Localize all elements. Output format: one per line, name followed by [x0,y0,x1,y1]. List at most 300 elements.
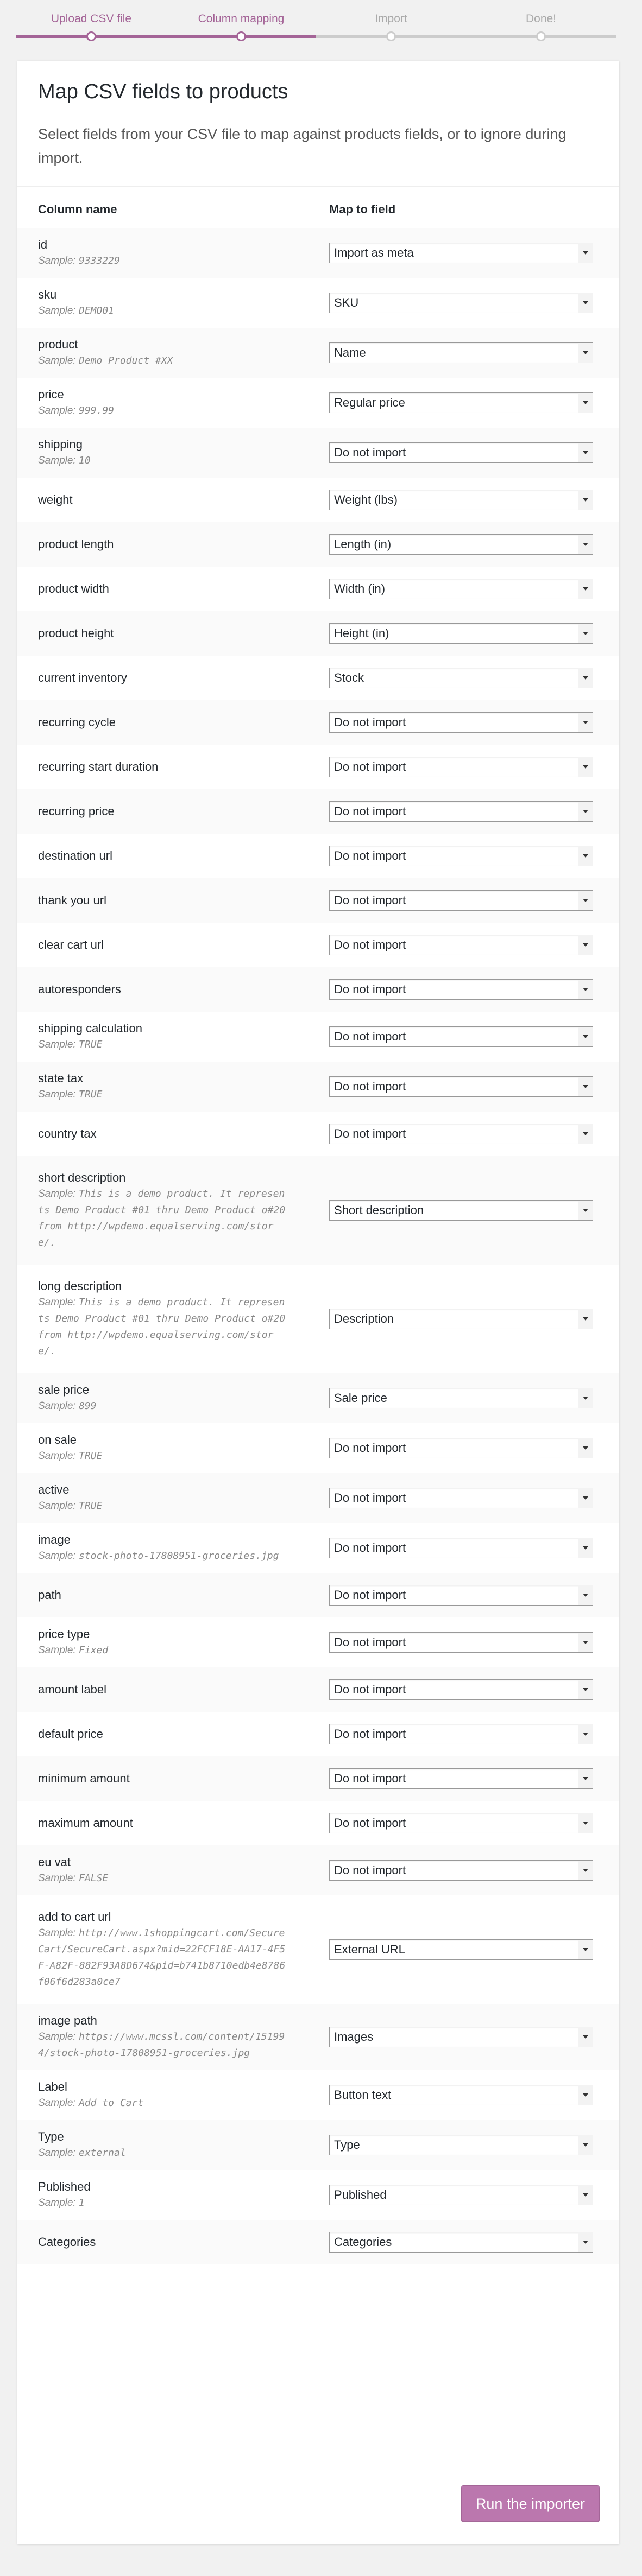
map-field-select[interactable] [329,490,593,510]
mapping-rows [17,228,619,2264]
map-field-cell [309,967,619,1012]
column-name: on sale [38,1433,77,1446]
map-field-cell [309,2004,619,2070]
column-name-cell [17,328,309,378]
step-label: Column mapping [198,12,285,25]
map-field-select[interactable] [329,2085,593,2105]
map-field-select[interactable] [329,890,593,911]
select-value: Width (in) [334,582,386,595]
sample-prefix: Sample: [38,1645,76,1656]
column-name-cell [17,478,309,522]
column-name: recurring cycle [38,715,116,729]
column-name: autoresponders [38,982,121,996]
table-row [17,478,619,522]
map-field-cell [309,1667,619,1712]
map-field-cell [309,656,619,700]
intro-text: Select fields from your CSV file to map against products fields, or to ignore during import. [38,126,567,166]
table-row [17,1012,619,1062]
column-name: country tax [38,1127,97,1140]
column-name: short description [38,1171,126,1184]
column-name-cell [17,2004,309,2070]
table-row [17,967,619,1012]
column-name-cell [17,967,309,1012]
map-field-cell [309,278,619,328]
chevron-down-icon [578,980,593,999]
column-name-cell [17,834,309,878]
column-name: add to cart url [38,1910,111,1924]
column-name: Label [38,2080,67,2093]
select-value: Do not import [334,1491,406,1505]
table-row [17,522,619,567]
map-field-cell [309,1156,619,1265]
map-field-cell [309,611,619,656]
chevron-down-icon [578,1438,593,1458]
column-name: maximum amount [38,1816,133,1830]
map-field-select[interactable] [329,442,593,463]
sample-value: 999.99 [78,405,115,416]
sample-value: Fixed [78,1645,109,1656]
sample-prefix: Sample: [38,1550,76,1562]
map-field-select[interactable] [329,2027,593,2047]
chevron-down-icon [578,846,593,866]
select-value: External URL [334,1943,405,1956]
chevron-down-icon [578,1861,593,1880]
map-field-select[interactable] [329,342,593,363]
sample-value: Add to Cart [78,2097,144,2109]
column-name-cell [17,1156,309,1265]
page-title: Map CSV fields to products [38,80,288,103]
table-row [17,1423,619,1473]
chevron-down-icon [578,1538,593,1558]
map-field-cell [309,2220,619,2264]
chevron-down-icon [578,624,593,643]
column-name: destination url [38,849,112,862]
column-sample [38,1642,288,1659]
column-name: price [38,388,64,401]
table-row [17,1473,619,1523]
sample-prefix: Sample: [38,1400,76,1412]
sample-prefix: Sample: [38,2147,76,2159]
chevron-down-icon [578,343,593,363]
select-value: Do not import [334,1683,406,1696]
map-field-select[interactable] [329,1538,593,1558]
column-name: product [38,338,78,351]
column-sample [38,353,288,369]
chevron-down-icon [578,668,593,688]
chevron-down-icon [578,1769,593,1788]
sample-value: external [78,2147,126,2159]
chevron-down-icon [578,1201,593,1220]
column-sample [38,2145,288,2161]
table-row [17,1373,619,1423]
column-sample [38,1037,288,1053]
chevron-down-icon [578,1585,593,1605]
chevron-down-icon [578,2135,593,2155]
map-field-cell [309,567,619,611]
map-field-select[interactable] [329,1200,593,1221]
map-field-cell [309,522,619,567]
column-sample [38,1295,288,1360]
map-field-select[interactable] [329,801,593,822]
table-row [17,278,619,328]
select-value: Height (in) [334,626,389,640]
sample-prefix: Sample: [38,1450,76,1462]
sample-value: This is a demo product. It represents Demo Product #01 thru Demo Product o#20 from http://wpdemo.equalserving.com/store/. [38,1297,286,1357]
map-field-select[interactable] [329,392,593,413]
map-field-select[interactable] [329,1585,593,1606]
chevron-down-icon [578,1633,593,1652]
column-name-cell [17,611,309,656]
map-field-select[interactable] [329,1813,593,1833]
column-name-cell [17,2070,309,2120]
sample-value: DEMO01 [78,305,115,316]
column-name: recurring start duration [38,760,159,773]
map-field-select[interactable] [329,1124,593,1144]
column-name-cell [17,878,309,923]
map-field-cell [309,878,619,923]
sample-prefix: Sample: [38,455,76,466]
column-name-header: Column name [38,202,117,216]
select-value: Do not import [334,446,406,459]
map-to-field-header: Map to field [329,202,396,216]
chevron-down-icon [578,2185,593,2205]
chevron-down-icon [578,1077,593,1096]
table-row [17,878,619,923]
table-row [17,1112,619,1156]
map-field-cell [309,700,619,745]
table-row [17,228,619,278]
column-sample [38,1448,288,1464]
table-row [17,2004,619,2070]
sample-value: TRUE [78,1039,103,1050]
progress-steps [16,0,626,60]
map-field-select[interactable] [329,293,593,313]
table-row [17,923,619,967]
column-name-cell [17,1573,309,1617]
column-name-cell [17,1012,309,1062]
select-value: Sale price [334,1391,387,1405]
select-value: Do not import [334,982,406,996]
column-name-cell [17,278,309,328]
column-name: id [38,238,48,251]
column-sample [38,253,288,269]
select-value: Do not import [334,1030,406,1043]
step-label: Done! [525,12,557,25]
select-value: Type [334,2138,360,2152]
select-value: Images [334,2030,374,2044]
table-row [17,1062,619,1112]
sample-prefix: Sample: [38,2197,76,2209]
column-name-cell [17,1112,309,1156]
table-row [17,1573,619,1617]
column-name-cell [17,1801,309,1845]
column-sample [38,1087,288,1103]
column-name: amount label [38,1683,106,1696]
column-sample [38,403,288,419]
table-row [17,2120,619,2170]
sample-value: TRUE [78,1500,103,1512]
table-row [17,328,619,378]
column-name: weight [38,493,73,506]
mapping-table [17,187,619,2264]
sample-prefix: Sample: [38,2031,76,2042]
map-field-select[interactable] [329,712,593,733]
table-row [17,2220,619,2264]
select-value: Do not import [334,1541,406,1555]
column-name: Published [38,2180,91,2193]
select-value: Do not import [334,715,406,729]
chevron-down-icon [578,1027,593,1046]
sample-prefix: Sample: [38,1500,76,1512]
column-name-cell [17,567,309,611]
table-row [17,2170,619,2220]
select-value: Do not import [334,1635,406,1649]
chevron-down-icon [578,1488,593,1508]
column-name: shipping calculation [38,1021,143,1035]
column-name: default price [38,1727,103,1741]
sample-prefix: Sample: [38,355,76,366]
map-field-select[interactable] [329,1438,593,1458]
map-field-cell [309,1423,619,1473]
chevron-down-icon [578,443,593,462]
chevron-down-icon [578,2085,593,2105]
map-field-cell [309,834,619,878]
map-field-cell [309,745,619,789]
column-name: eu vat [38,1855,71,1869]
map-field-select[interactable] [329,1388,593,1408]
column-name-cell [17,522,309,567]
sample-value: 9333229 [78,255,120,267]
sample-prefix: Sample: [38,1039,76,1050]
column-sample [38,2029,288,2061]
map-field-cell [309,1617,619,1667]
column-name-cell [17,1667,309,1712]
column-sample [38,303,288,319]
column-sample [38,1870,288,1887]
select-value: Description [334,1312,394,1325]
table-row [17,2070,619,2120]
map-field-cell [309,923,619,967]
map-field-select[interactable] [329,1076,593,1097]
sample-value: Demo Product #XX [78,355,173,366]
column-name: sale price [38,1383,90,1397]
chevron-down-icon [578,1388,593,1408]
column-name-cell [17,1712,309,1756]
table-row [17,834,619,878]
column-name: minimum amount [38,1772,130,1785]
table-row [17,1845,619,1895]
column-name-cell [17,2120,309,2170]
map-field-cell [309,1756,619,1801]
select-value: Do not import [334,938,406,951]
map-field-select[interactable] [329,1309,593,1329]
chevron-down-icon [578,1309,593,1329]
select-value: Weight (lbs) [334,493,398,506]
chevron-down-icon [578,757,593,777]
table-row [17,378,619,428]
column-name-cell [17,1373,309,1423]
table-row [17,428,619,478]
sample-value: TRUE [78,1089,103,1100]
chevron-down-icon [578,1680,593,1699]
column-name: image [38,1533,71,1546]
column-name-cell [17,1756,309,1801]
column-name: image path [38,2014,97,2027]
sample-prefix: Sample: [38,1188,76,1200]
sample-prefix: Sample: [38,1873,76,1884]
select-value: Do not import [334,1588,406,1602]
table-row [17,1523,619,1573]
step-dot [86,31,96,41]
map-field-select[interactable] [329,579,593,599]
map-field-cell [309,1265,619,1373]
column-name: price type [38,1627,90,1641]
table-row [17,656,619,700]
select-value: Stock [334,671,364,684]
table-row [17,1156,619,1265]
map-field-select[interactable] [329,2185,593,2205]
column-name: sku [38,288,57,301]
column-name: shipping [38,437,83,451]
table-row [17,789,619,834]
select-value: Do not import [334,1080,406,1093]
column-name: Type [38,2130,64,2143]
chevron-down-icon [578,535,593,554]
map-field-select[interactable] [329,1768,593,1789]
column-name-cell [17,656,309,700]
column-name: path [38,1588,61,1602]
map-field-select[interactable] [329,1632,593,1653]
column-name-cell [17,1895,309,2004]
sample-value: FALSE [78,1873,109,1884]
map-field-select[interactable] [329,1488,593,1508]
table-row [17,1756,619,1801]
sample-prefix: Sample: [38,305,76,316]
column-name-cell [17,1062,309,1112]
sample-value: 899 [78,1400,97,1412]
column-name: recurring price [38,804,115,818]
column-name: product width [38,582,109,595]
map-field-cell [309,1523,619,1573]
map-field-cell [309,2120,619,2170]
map-field-select[interactable] [329,1026,593,1047]
map-field-cell [309,228,619,278]
map-field-cell [309,328,619,378]
step-dot [536,31,546,41]
select-value: SKU [334,296,359,309]
chevron-down-icon [578,2027,593,2047]
column-name-cell [17,745,309,789]
map-field-select[interactable] [329,623,593,644]
column-name: product height [38,626,114,640]
column-name: thank you url [38,893,106,907]
table-row [17,1895,619,2004]
map-field-select[interactable] [329,668,593,688]
column-name-cell [17,2170,309,2220]
column-name-cell [17,428,309,478]
select-value: Categories [334,2235,392,2249]
map-field-select[interactable] [329,2232,593,2253]
map-field-select[interactable] [329,1724,593,1744]
chevron-down-icon [578,1940,593,1959]
select-value: Length (in) [334,537,392,551]
map-field-select[interactable] [329,935,593,955]
map-field-select[interactable] [329,846,593,866]
chevron-down-icon [578,393,593,413]
map-field-select[interactable] [329,534,593,555]
select-value: Do not import [334,1127,406,1140]
card-header [17,61,619,187]
select-value: Do not import [334,1816,406,1830]
column-name: Categories [38,2235,96,2249]
chevron-down-icon [578,802,593,821]
map-field-select[interactable] [329,1860,593,1881]
table-row [17,745,619,789]
sample-value: 1 [78,2197,85,2209]
sample-prefix: Sample: [38,255,76,267]
sample-value: https://www.mcssl.com/content/151994/stock-photo-17808951-groceries.jpg [38,2031,285,2059]
map-field-cell [309,1473,619,1523]
map-field-cell [309,2070,619,2120]
sample-prefix: Sample: [38,1089,76,1100]
map-field-select[interactable] [329,1939,593,1960]
column-sample [38,453,288,469]
select-value: Published [334,2188,387,2201]
table-row [17,611,619,656]
select-value: Regular price [334,396,405,409]
run-importer-button[interactable]: Run the importer [461,2485,600,2522]
step-done [466,11,616,27]
select-value: Do not import [334,1863,406,1877]
column-name: long description [38,1279,122,1293]
select-value: Button text [334,2088,392,2102]
chevron-down-icon [578,579,593,599]
chevron-down-icon [578,1124,593,1144]
map-field-select[interactable] [329,757,593,777]
map-field-select[interactable] [329,1679,593,1700]
chevron-down-icon [578,1724,593,1744]
column-sample [38,1548,288,1564]
map-field-select[interactable] [329,979,593,1000]
column-sample [38,2195,288,2211]
column-sample [38,2095,288,2111]
chevron-down-icon [578,2232,593,2252]
table-row [17,1712,619,1756]
chevron-down-icon [578,713,593,732]
table-row [17,567,619,611]
column-name: current inventory [38,671,127,684]
step-label: Import [375,12,407,25]
map-field-cell [309,1801,619,1845]
column-name-cell [17,1265,309,1373]
select-value: Do not import [334,760,406,773]
map-field-select[interactable] [329,243,593,263]
chevron-down-icon [578,935,593,955]
column-name: state tax [38,1071,84,1085]
column-name-cell [17,1423,309,1473]
map-field-select[interactable] [329,2135,593,2155]
step-dot [236,31,246,41]
chevron-down-icon [578,243,593,263]
select-value: Do not import [334,1727,406,1741]
column-name-cell [17,378,309,428]
table-row [17,1617,619,1667]
column-name: product length [38,537,114,551]
sample-value: This is a demo product. It represents Demo Product #01 thru Demo Product o#20 from http://wpdemo.equalserving.com/store/. [38,1188,286,1248]
sample-prefix: Sample: [38,1297,76,1308]
sample-prefix: Sample: [38,405,76,416]
card-footer [461,2485,600,2522]
